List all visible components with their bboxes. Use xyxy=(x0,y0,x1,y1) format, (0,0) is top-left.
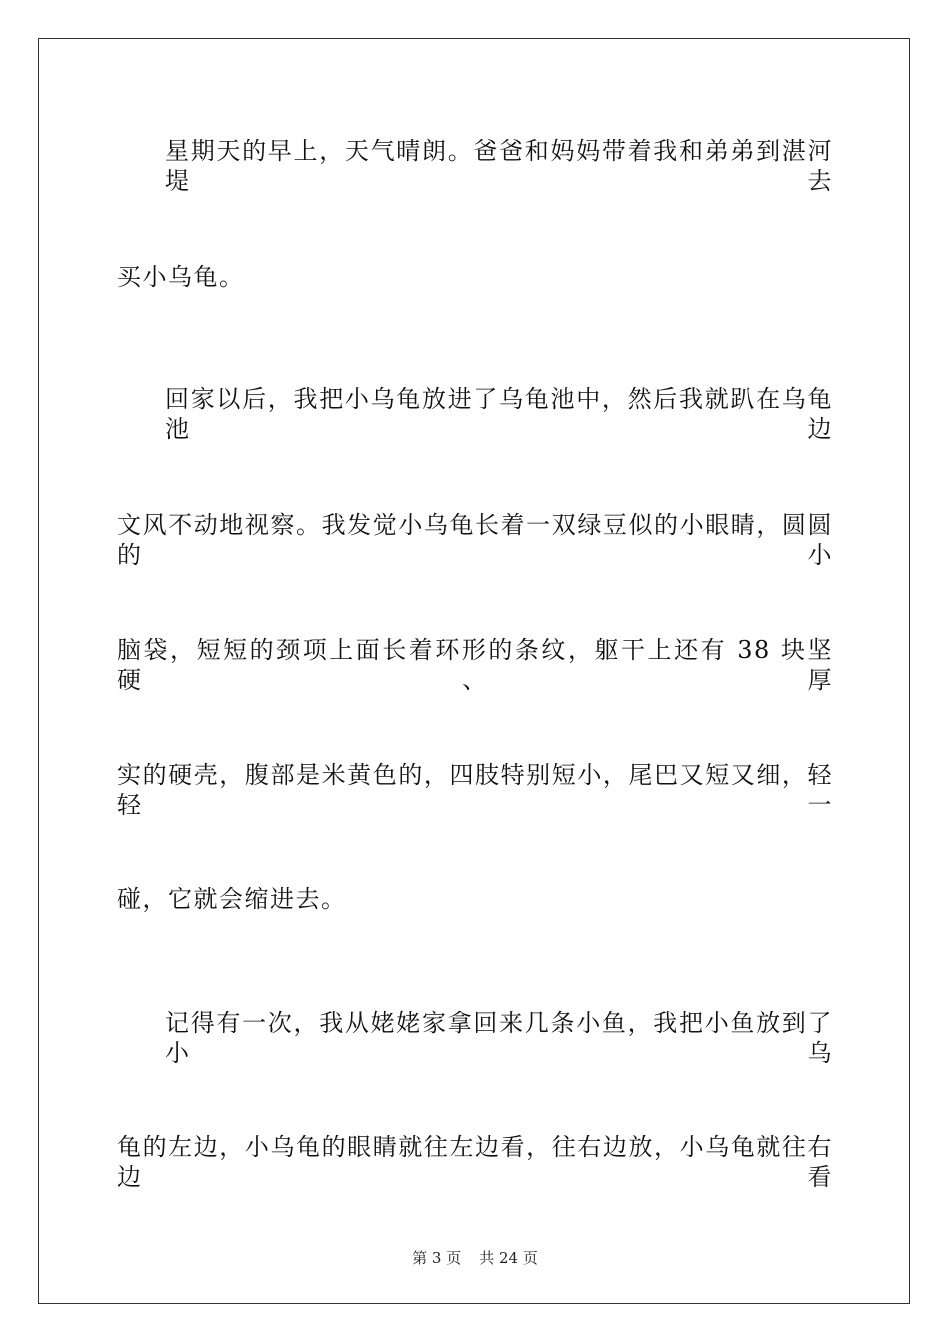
paragraph-3-line-2: 龟的左边，小乌龟的眼睛就往左边看，往右边放，小乌龟就往右边看 xyxy=(117,1133,833,1191)
paragraph-2-line-2: 文风不动地视察。我发觉小乌龟长着一双绿豆似的小眼睛，圆圆的小 xyxy=(117,511,833,569)
paragraph-2-line-4: 实的硬壳，腹部是米黄色的，四肢特别短小，尾巴又短又细，轻轻一 xyxy=(117,761,833,819)
paragraph-2-line-3: 脑袋，短短的颈项上面长着环形的条纹，躯干上还有 38 块坚硬、厚 xyxy=(117,636,833,694)
page-number: 第 3 页 xyxy=(412,1249,462,1267)
page-total: 共 24 页 xyxy=(479,1249,538,1267)
paragraph-2-line-5: 碰，它就会缩进去。 xyxy=(117,885,347,913)
paragraph-3-line-1: 记得有一次，我从姥姥家拿回来几条小鱼，我把小鱼放到了小乌 xyxy=(165,1009,833,1067)
paragraph-1-line-1: 星期天的早上，天气晴朗。爸爸和妈妈带着我和弟弟到湛河堤去 xyxy=(165,137,833,195)
page-footer xyxy=(0,1248,950,1268)
paragraph-1-line-2: 买小乌龟。 xyxy=(117,263,245,291)
paragraph-2-line-1: 回家以后，我把小乌龟放进了乌龟池中，然后我就趴在乌龟池边 xyxy=(165,385,833,443)
